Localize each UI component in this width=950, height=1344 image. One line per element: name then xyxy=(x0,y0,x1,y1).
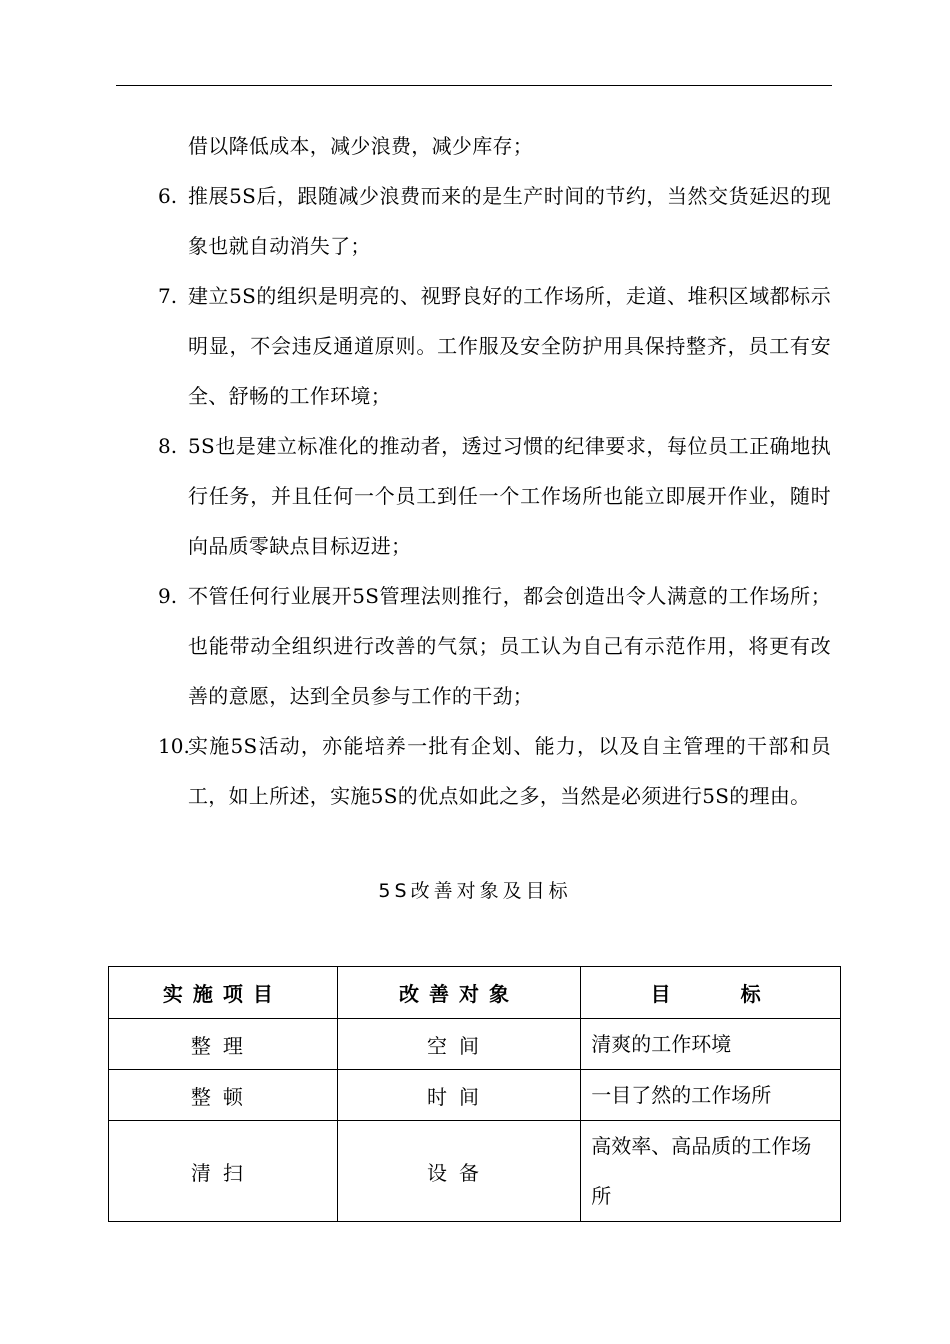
list-item-10 xyxy=(158,721,831,821)
list-text: 5S也是建立标准化的推动者，透过习惯的纪律要求，每位员工正确地执行任务，并且任何一个员工到任一个工作场所也能立即展开作业，随时向品质零缺点目标迈进； xyxy=(188,434,831,558)
table-cell: 时间 xyxy=(337,1070,581,1121)
list-text: 建立5S的组织是明亮的、视野良好的工作场所，走道、堆积区域都标示明显，不会违反通道原则。工作服及安全防护用具保持整齐，员工有安全、舒畅的工作环境； xyxy=(188,284,831,408)
list-item-9 xyxy=(158,571,831,721)
table-row xyxy=(109,1121,841,1222)
list-number: 10. xyxy=(158,734,190,758)
list-item-7 xyxy=(158,271,831,421)
table-cell: 设备 xyxy=(337,1121,581,1222)
header-cell: 改善对象 xyxy=(337,967,581,1019)
list-item-8 xyxy=(158,421,831,571)
section-title: 5S改善对象及目标 xyxy=(378,880,572,902)
list-text: 推展5S后，跟随减少浪费而来的是生产时间的节约，当然交货延迟的现象也就自动消失了； xyxy=(188,184,831,258)
table-cell: 整理 xyxy=(109,1019,338,1070)
table-row xyxy=(109,1070,841,1121)
list-number: 9. xyxy=(158,584,178,608)
list-text: 实施5S活动，亦能培养一批有企划、能力，以及自主管理的干部和员工，如上所述，实施5S的优点如此之多，当然是必须进行5S的理由。 xyxy=(188,734,831,808)
table-header-row xyxy=(109,967,841,1019)
list-number: 7. xyxy=(158,284,178,308)
table-cell: 空间 xyxy=(337,1019,581,1070)
list-number: 8. xyxy=(158,434,178,458)
table-cell: 高效率、高品质的工作场所 xyxy=(581,1121,841,1222)
header-cell: 实施项目 xyxy=(109,967,338,1019)
list-number: 6. xyxy=(158,184,178,208)
list-item-6 xyxy=(158,171,831,271)
table-cell: 清爽的工作环境 xyxy=(581,1019,841,1070)
goals-table xyxy=(108,966,841,1222)
table-cell: 清扫 xyxy=(109,1121,338,1222)
intro-line: 借以降低成本，减少浪费，减少库存； xyxy=(188,134,534,158)
list-text: 不管任何行业展开5S管理法则推行，都会创造出令人满意的工作场所；也能带动全组织进行改善的气氛；员工认为自己有示范作用，将更有改善的意愿，达到全员参与工作的干劲； xyxy=(188,584,831,708)
header-cell: 目 标 xyxy=(581,967,841,1019)
table-cell: 一目了然的工作场所 xyxy=(581,1070,841,1121)
header-rule xyxy=(116,85,832,86)
table-cell: 整顿 xyxy=(109,1070,338,1121)
table-row xyxy=(109,1019,841,1070)
